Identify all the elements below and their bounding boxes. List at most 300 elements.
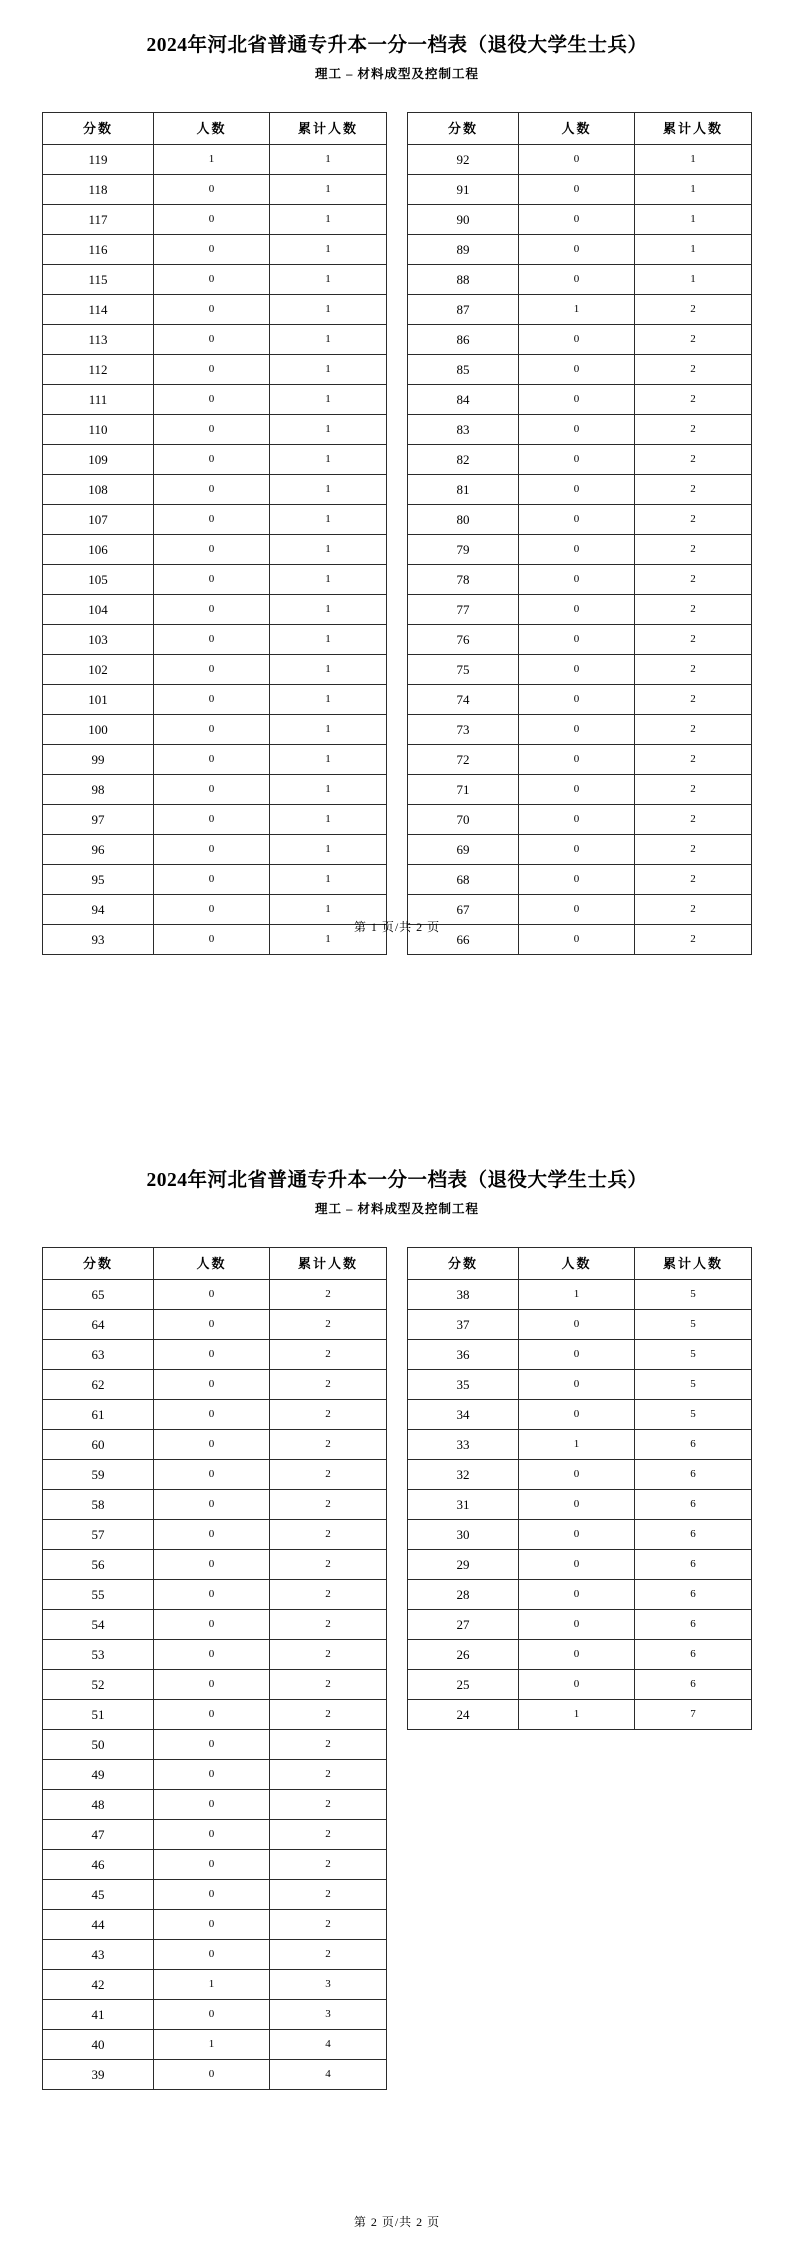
column-header-count: 人数	[154, 113, 270, 145]
table-row	[43, 295, 387, 325]
cell-count: 1	[154, 1970, 270, 2000]
cell-count: 0	[519, 655, 635, 685]
cell-count: 0	[519, 385, 635, 415]
cell-cumulative: 2	[270, 1850, 387, 1880]
cell-score: 74	[408, 685, 519, 715]
cell-score: 28	[408, 1580, 519, 1610]
cell-score: 45	[43, 1880, 154, 1910]
table-row	[408, 1490, 752, 1520]
cell-cumulative: 2	[635, 445, 752, 475]
table-row	[408, 475, 752, 505]
cell-score: 108	[43, 475, 154, 505]
cell-cumulative: 1	[270, 295, 387, 325]
cell-cumulative: 2	[635, 595, 752, 625]
cell-score: 86	[408, 325, 519, 355]
table-row	[43, 1970, 387, 2000]
table-header-row	[408, 1248, 752, 1280]
table-body-right-page-1	[408, 145, 752, 955]
cell-score: 119	[43, 145, 154, 175]
cell-count: 1	[519, 295, 635, 325]
cell-count: 1	[154, 2030, 270, 2060]
cell-count: 0	[519, 415, 635, 445]
table-row	[43, 655, 387, 685]
table-row	[408, 835, 752, 865]
cell-score: 112	[43, 355, 154, 385]
cell-cumulative: 2	[270, 1280, 387, 1310]
cell-cumulative: 2	[635, 925, 752, 955]
cell-score: 49	[43, 1760, 154, 1790]
cell-count: 0	[154, 745, 270, 775]
table-row	[408, 1310, 752, 1340]
cell-cumulative: 1	[270, 505, 387, 535]
table-row	[408, 505, 752, 535]
cell-cumulative: 2	[270, 1700, 387, 1730]
table-row	[43, 1940, 387, 1970]
table-row	[43, 1730, 387, 1760]
cell-cumulative: 1	[270, 385, 387, 415]
table-row	[408, 235, 752, 265]
cell-count: 0	[154, 355, 270, 385]
cell-cumulative: 2	[635, 625, 752, 655]
table-row	[408, 1520, 752, 1550]
cell-cumulative: 6	[635, 1520, 752, 1550]
column-header-count: 人数	[154, 1248, 270, 1280]
cell-score: 33	[408, 1430, 519, 1460]
cell-count: 0	[154, 1340, 270, 1370]
table-row	[43, 835, 387, 865]
cell-count: 0	[154, 1280, 270, 1310]
table-row	[43, 1610, 387, 1640]
cell-score: 55	[43, 1580, 154, 1610]
cell-score: 111	[43, 385, 154, 415]
cell-cumulative: 1	[270, 355, 387, 385]
cell-score: 92	[408, 145, 519, 175]
cell-cumulative: 1	[270, 415, 387, 445]
cell-count: 0	[154, 715, 270, 745]
table-body-left-page-2	[43, 1280, 387, 2090]
cell-cumulative: 2	[635, 895, 752, 925]
cell-cumulative: 2	[270, 1610, 387, 1640]
cell-score: 67	[408, 895, 519, 925]
table-row	[408, 745, 752, 775]
cell-cumulative: 2	[635, 805, 752, 835]
table-row	[43, 1790, 387, 1820]
cell-cumulative: 6	[635, 1430, 752, 1460]
cell-cumulative: 1	[270, 535, 387, 565]
cell-score: 38	[408, 1280, 519, 1310]
page-title: 2024年河北省普通专升本一分一档表（退役大学生士兵）	[146, 35, 648, 56]
cell-count: 0	[154, 1490, 270, 1520]
table-row	[43, 2030, 387, 2060]
page-title: 2024年河北省普通专升本一分一档表（退役大学生士兵）	[146, 1170, 648, 1191]
table-row	[43, 1310, 387, 1340]
cell-cumulative: 2	[635, 835, 752, 865]
table-row	[408, 355, 752, 385]
cell-cumulative: 1	[270, 595, 387, 625]
cell-score: 43	[43, 1940, 154, 1970]
cell-count: 0	[154, 835, 270, 865]
cell-score: 87	[408, 295, 519, 325]
table-row	[43, 175, 387, 205]
cell-count: 0	[519, 745, 635, 775]
cell-score: 97	[43, 805, 154, 835]
tables-container-page-1	[0, 112, 794, 955]
cell-cumulative: 6	[635, 1610, 752, 1640]
table-row	[43, 1700, 387, 1730]
cell-count: 0	[519, 925, 635, 955]
cell-count: 1	[519, 1280, 635, 1310]
cell-score: 79	[408, 535, 519, 565]
cell-cumulative: 5	[635, 1400, 752, 1430]
cell-cumulative: 1	[270, 235, 387, 265]
table-row	[408, 445, 752, 475]
cell-count: 0	[154, 1940, 270, 1970]
cell-count: 0	[519, 715, 635, 745]
table-row	[43, 445, 387, 475]
cell-count: 0	[154, 445, 270, 475]
table-row	[43, 1760, 387, 1790]
cell-cumulative: 5	[635, 1340, 752, 1370]
table-row	[43, 685, 387, 715]
cell-score: 63	[43, 1340, 154, 1370]
column-header-score: 分数	[43, 1248, 154, 1280]
table-row	[43, 595, 387, 625]
cell-score: 110	[43, 415, 154, 445]
cell-score: 73	[408, 715, 519, 745]
cell-count: 0	[154, 625, 270, 655]
table-row	[408, 175, 752, 205]
cell-cumulative: 2	[270, 1760, 387, 1790]
cell-score: 56	[43, 1550, 154, 1580]
table-row	[408, 1550, 752, 1580]
cell-cumulative: 6	[635, 1580, 752, 1610]
cell-count: 0	[154, 415, 270, 445]
table-header-row	[408, 113, 752, 145]
table-row	[408, 655, 752, 685]
cell-cumulative: 2	[635, 535, 752, 565]
cell-cumulative: 1	[270, 175, 387, 205]
cell-cumulative: 1	[270, 475, 387, 505]
cell-count: 0	[154, 205, 270, 235]
cell-score: 25	[408, 1670, 519, 1700]
table-row	[43, 1430, 387, 1460]
cell-count: 0	[154, 1820, 270, 1850]
table-row	[408, 1430, 752, 1460]
cell-count: 0	[154, 2000, 270, 2030]
cell-cumulative: 1	[270, 925, 387, 955]
cell-cumulative: 2	[270, 1670, 387, 1700]
cell-score: 66	[408, 925, 519, 955]
cell-score: 102	[43, 655, 154, 685]
cell-score: 64	[43, 1310, 154, 1340]
cell-count: 0	[154, 535, 270, 565]
cell-score: 76	[408, 625, 519, 655]
cell-count: 0	[154, 775, 270, 805]
cell-count: 0	[154, 1850, 270, 1880]
table-row	[408, 685, 752, 715]
cell-score: 53	[43, 1640, 154, 1670]
cell-count: 0	[519, 445, 635, 475]
cell-score: 37	[408, 1310, 519, 1340]
cell-cumulative: 5	[635, 1310, 752, 1340]
cell-cumulative: 6	[635, 1640, 752, 1670]
cell-count: 0	[154, 1430, 270, 1460]
cell-cumulative: 2	[270, 1910, 387, 1940]
column-header-score: 分数	[408, 113, 519, 145]
table-row	[43, 235, 387, 265]
cell-count: 0	[519, 1580, 635, 1610]
cell-cumulative: 1	[270, 775, 387, 805]
cell-count: 0	[154, 1640, 270, 1670]
cell-count: 0	[154, 1910, 270, 1940]
table-row	[43, 385, 387, 415]
table-row	[408, 1460, 752, 1490]
cell-count: 0	[154, 475, 270, 505]
cell-score: 94	[43, 895, 154, 925]
cell-score: 71	[408, 775, 519, 805]
cell-cumulative: 2	[270, 1400, 387, 1430]
cell-score: 95	[43, 865, 154, 895]
cell-cumulative: 2	[635, 295, 752, 325]
table-row	[43, 1340, 387, 1370]
document-page-2	[0, 1123, 794, 2246]
cell-count: 0	[519, 1400, 635, 1430]
table-row	[43, 1370, 387, 1400]
cell-cumulative: 1	[635, 175, 752, 205]
cell-count: 0	[154, 175, 270, 205]
cell-score: 57	[43, 1520, 154, 1550]
table-row	[408, 1640, 752, 1670]
cell-cumulative: 2	[270, 1940, 387, 1970]
cell-count: 0	[519, 145, 635, 175]
table-row	[43, 1640, 387, 1670]
cell-cumulative: 2	[635, 355, 752, 385]
cell-score: 85	[408, 355, 519, 385]
cell-score: 31	[408, 1490, 519, 1520]
cell-score: 41	[43, 2000, 154, 2030]
cell-count: 0	[154, 1370, 270, 1400]
table-row	[408, 415, 752, 445]
cell-cumulative: 5	[635, 1280, 752, 1310]
cell-score: 62	[43, 1370, 154, 1400]
table-row	[43, 1820, 387, 1850]
cell-score: 46	[43, 1850, 154, 1880]
cell-score: 69	[408, 835, 519, 865]
column-header-score: 分数	[43, 113, 154, 145]
cell-count: 0	[519, 1610, 635, 1640]
cell-count: 0	[519, 1550, 635, 1580]
cell-score: 109	[43, 445, 154, 475]
cell-cumulative: 1	[270, 865, 387, 895]
cell-count: 0	[154, 685, 270, 715]
cell-count: 0	[154, 1550, 270, 1580]
table-row	[408, 295, 752, 325]
page-footer-2: 第 2 页/共 2 页	[353, 2215, 441, 2229]
cell-count: 0	[519, 535, 635, 565]
cell-score: 59	[43, 1460, 154, 1490]
cell-cumulative: 4	[270, 2060, 387, 2090]
table-row	[43, 1880, 387, 1910]
cell-count: 0	[519, 1520, 635, 1550]
cell-score: 88	[408, 265, 519, 295]
column-header-cumulative: 累计人数	[270, 1248, 387, 1280]
cell-score: 104	[43, 595, 154, 625]
cell-count: 0	[519, 1340, 635, 1370]
cell-count: 0	[519, 595, 635, 625]
cell-count: 0	[154, 1610, 270, 1640]
cell-cumulative: 1	[270, 625, 387, 655]
cell-cumulative: 3	[270, 2000, 387, 2030]
cell-count: 0	[154, 505, 270, 535]
cell-count: 0	[519, 805, 635, 835]
cell-cumulative: 2	[270, 1790, 387, 1820]
tables-container-page-2	[0, 1247, 794, 2090]
table-row	[408, 1340, 752, 1370]
cell-count: 1	[154, 145, 270, 175]
cell-cumulative: 2	[270, 1640, 387, 1670]
cell-cumulative: 2	[270, 1370, 387, 1400]
table-row	[408, 775, 752, 805]
cell-score: 105	[43, 565, 154, 595]
table-row	[43, 1910, 387, 1940]
table-row	[408, 1280, 752, 1310]
cell-cumulative: 2	[635, 505, 752, 535]
cell-score: 107	[43, 505, 154, 535]
cell-cumulative: 2	[635, 385, 752, 415]
cell-score: 29	[408, 1550, 519, 1580]
cell-cumulative: 6	[635, 1670, 752, 1700]
cell-score: 80	[408, 505, 519, 535]
cell-score: 101	[43, 685, 154, 715]
table-row	[408, 265, 752, 295]
cell-score: 50	[43, 1730, 154, 1760]
cell-score: 118	[43, 175, 154, 205]
score-table-left-page-2	[42, 1247, 387, 2090]
table-row	[408, 565, 752, 595]
column-header-count: 人数	[519, 113, 635, 145]
cell-score: 51	[43, 1700, 154, 1730]
cell-score: 72	[408, 745, 519, 775]
table-row	[43, 415, 387, 445]
cell-score: 77	[408, 595, 519, 625]
cell-score: 89	[408, 235, 519, 265]
cell-cumulative: 2	[635, 865, 752, 895]
cell-count: 0	[519, 835, 635, 865]
cell-cumulative: 2	[635, 325, 752, 355]
table-row	[408, 1370, 752, 1400]
table-row	[43, 205, 387, 235]
cell-score: 91	[408, 175, 519, 205]
cell-count: 0	[154, 565, 270, 595]
cell-count: 0	[154, 865, 270, 895]
cell-cumulative: 2	[635, 715, 752, 745]
cell-count: 0	[154, 1880, 270, 1910]
table-row	[408, 1610, 752, 1640]
cell-count: 0	[519, 1460, 635, 1490]
table-row	[43, 475, 387, 505]
cell-score: 30	[408, 1520, 519, 1550]
cell-count: 1	[519, 1700, 635, 1730]
table-row	[408, 385, 752, 415]
table-column-left-page-1	[42, 112, 386, 955]
table-column-left-page-2	[42, 1247, 386, 2090]
table-header-row	[43, 1248, 387, 1280]
page-subtitle: 理工 – 材料成型及控制工程	[314, 1202, 479, 1217]
table-row	[43, 535, 387, 565]
table-row	[43, 1850, 387, 1880]
cell-cumulative: 7	[635, 1700, 752, 1730]
table-row	[408, 1580, 752, 1610]
cell-score: 34	[408, 1400, 519, 1430]
cell-cumulative: 2	[270, 1550, 387, 1580]
cell-count: 0	[154, 1310, 270, 1340]
cell-score: 115	[43, 265, 154, 295]
cell-score: 75	[408, 655, 519, 685]
table-row	[43, 2060, 387, 2090]
cell-cumulative: 1	[270, 685, 387, 715]
table-column-right-page-1	[408, 112, 752, 955]
cell-cumulative: 1	[270, 895, 387, 925]
cell-count: 0	[154, 595, 270, 625]
cell-score: 60	[43, 1430, 154, 1460]
cell-cumulative: 2	[635, 415, 752, 445]
cell-score: 113	[43, 325, 154, 355]
column-header-cumulative: 累计人数	[635, 113, 752, 145]
cell-count: 0	[519, 175, 635, 205]
cell-cumulative: 2	[270, 1520, 387, 1550]
table-row	[408, 595, 752, 625]
cell-count: 1	[519, 1430, 635, 1460]
table-body-right-page-2	[408, 1280, 752, 1730]
cell-cumulative: 2	[270, 1580, 387, 1610]
table-row	[408, 805, 752, 835]
cell-cumulative: 2	[270, 1730, 387, 1760]
cell-count: 0	[154, 1580, 270, 1610]
cell-score: 82	[408, 445, 519, 475]
cell-cumulative: 6	[635, 1460, 752, 1490]
cell-cumulative: 1	[270, 745, 387, 775]
cell-score: 27	[408, 1610, 519, 1640]
cell-cumulative: 2	[635, 685, 752, 715]
table-row	[43, 1580, 387, 1610]
table-row	[408, 1700, 752, 1730]
table-row	[43, 1670, 387, 1700]
table-row	[408, 145, 752, 175]
cell-score: 36	[408, 1340, 519, 1370]
cell-count: 0	[154, 805, 270, 835]
table-row	[408, 205, 752, 235]
cell-cumulative: 1	[270, 835, 387, 865]
cell-cumulative: 1	[270, 205, 387, 235]
cell-cumulative: 1	[635, 235, 752, 265]
cell-count: 0	[519, 355, 635, 385]
cell-count: 0	[154, 1400, 270, 1430]
table-row	[43, 715, 387, 745]
cell-score: 58	[43, 1490, 154, 1520]
table-row	[43, 1490, 387, 1520]
table-row	[408, 535, 752, 565]
cell-count: 0	[154, 385, 270, 415]
cell-count: 0	[154, 1700, 270, 1730]
cell-cumulative: 1	[270, 715, 387, 745]
table-row	[43, 865, 387, 895]
cell-count: 0	[154, 1790, 270, 1820]
cell-count: 0	[154, 235, 270, 265]
cell-count: 0	[154, 1670, 270, 1700]
table-body-left-page-1	[43, 145, 387, 955]
table-row	[43, 745, 387, 775]
cell-cumulative: 2	[270, 1880, 387, 1910]
